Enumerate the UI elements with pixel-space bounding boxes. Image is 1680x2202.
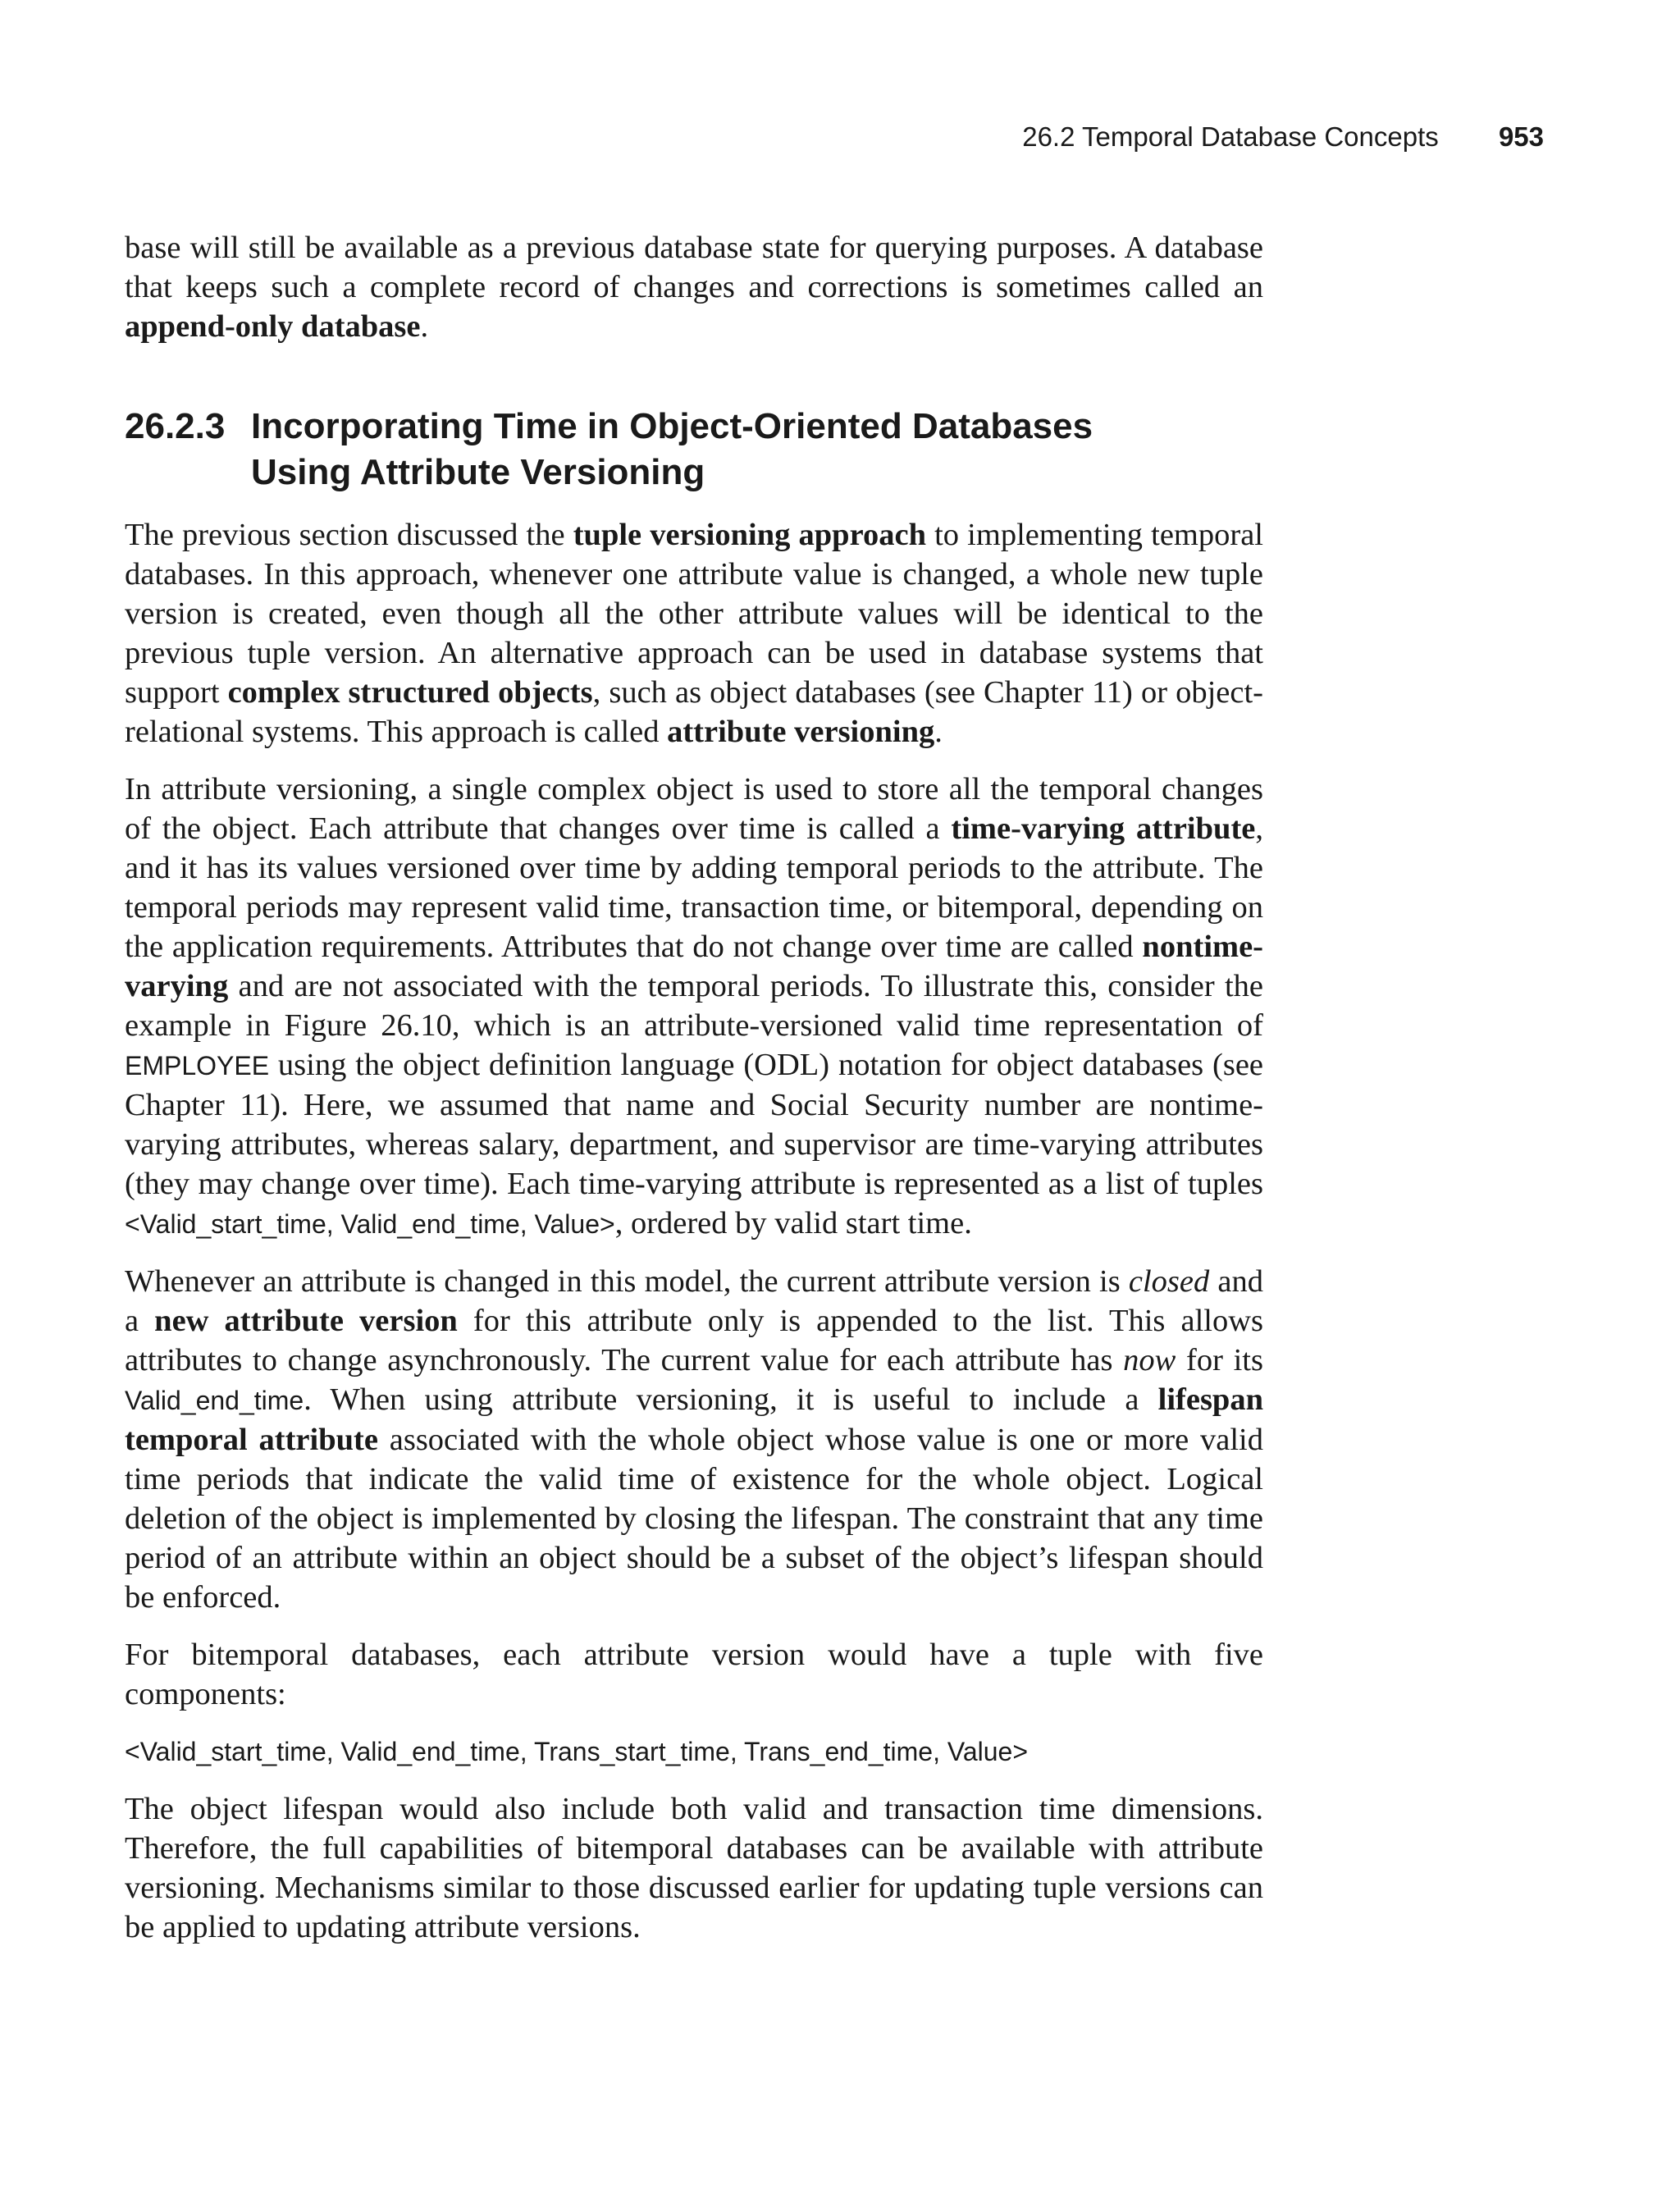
code-employee: EMPLOYEE <box>125 1051 270 1080</box>
paragraph-2: In attribute versioning, a single complex object is used to store all the temporal changes of the object. Each attribute that changes over time is called a time-varying attribute, and it has its values versioned over time by adding temporal periods to the attribute. The temporal periods may represent valid time, transaction time, or bitemporal, depending on the application requirements. Attributes that do not change over time are called nontime-varying and are not associated with the temporal periods. To illustrate this, consider the example in Figure 26.10, which is an attribute-versioned valid time representation of EMPLOYEE using the object definition language (ODL) notation for object databases (see Chapter 11). Here, we assumed that name and Social Security number are nontime-varying attributes, whereas salary, department, and supervisor are time-varying attributes (they may change over time). Each time-varying attribute is represented as a list of tuples <Valid_start_time, Valid_end_time, Value>, ordered by valid start time. <box>125 772 1263 1240</box>
term-time-varying-attribute: time-varying attribute <box>951 811 1256 846</box>
term-append-only-database: append-only database <box>125 309 421 344</box>
term-complex-structured-objects: complex structured objects <box>227 675 593 710</box>
page-number: 953 <box>1498 121 1544 152</box>
emphasis-closed: closed <box>1128 1264 1210 1299</box>
term-attribute-versioning: attribute versioning <box>667 715 935 749</box>
running-head-section: 26.2 Temporal Database Concepts <box>1022 121 1439 152</box>
paragraph-3: Whenever an attribute is changed in this model, the current attribute version is closed and a new attribute version for this attribute only is appended to the list. This allows attributes to change asynchronously. The current value for each attribute has now for its Valid_end_time. When using attribute versioning, it is useful to include a lifespan temporal attribute associated with the whole object whose value is one or more valid time periods that indicate the valid time of existence for the whole object. Logical deletion of the object is implemented by closing the lifespan. The constraint that any time period of an attribute within an object should be a subset of the object’s lifespan should be enforced. <box>125 1264 1264 1615</box>
section-body <box>125 515 1263 1965</box>
term-lifespan-temporal-attribute: lifespan temporal attribute <box>125 1382 1263 1457</box>
section-title-line1: Incorporating Time in Object-Oriented Databases <box>251 406 1093 446</box>
paragraph-1: The previous section discussed the tuple versioning approach to implementing temporal databases. In this approach, whenever one attribute value is changed, a whole new tuple version is created, even though all the other attribute values will be identical to the previous tuple version. An alternative approach can be used in database systems that support complex structured objects, such as object databases (see Chapter 11) or object-relational systems. This approach is called attribute versioning. <box>125 518 1264 749</box>
term-new-attribute-version: new attribute version <box>154 1304 458 1338</box>
code-valid-end-time: Valid_end_time <box>125 1386 304 1415</box>
term-nontime-varying: nontime-varying <box>125 930 1263 1003</box>
term-tuple-versioning: tuple versioning approach <box>573 518 926 552</box>
section-heading <box>125 404 1093 496</box>
paragraph-5: The object lifespan would also include both valid and transaction time dimensions. Therefore, the full capabilities of bitemporal databases can be available with attribute versioning. Mechanisms similar to those discussed earlier for updating tuple versions can be applied to updating attribute versions. <box>125 1792 1263 1944</box>
emphasis-now: now <box>1123 1343 1176 1377</box>
intro-paragraph: base will still be available as a previous database state for querying purposes. A database that keeps such a complete record of changes and corrections is sometimes called an append-only database. <box>125 231 1263 344</box>
bitemporal-tuple-formula: <Valid_start_time, Valid_end_time, Trans_start_time, Trans_end_time, Value> <box>125 1737 1029 1766</box>
intro-block <box>125 228 1263 364</box>
paragraph-4: For bitemporal databases, each attribute version would have a tuple with five components: <box>125 1638 1263 1711</box>
running-head <box>1022 121 1544 153</box>
section-title-line2: Using Attribute Versioning <box>251 452 705 492</box>
section-number: 26.2.3 <box>125 406 226 446</box>
code-tuple-format: <Valid_start_time, Valid_end_time, Value> <box>125 1209 615 1239</box>
